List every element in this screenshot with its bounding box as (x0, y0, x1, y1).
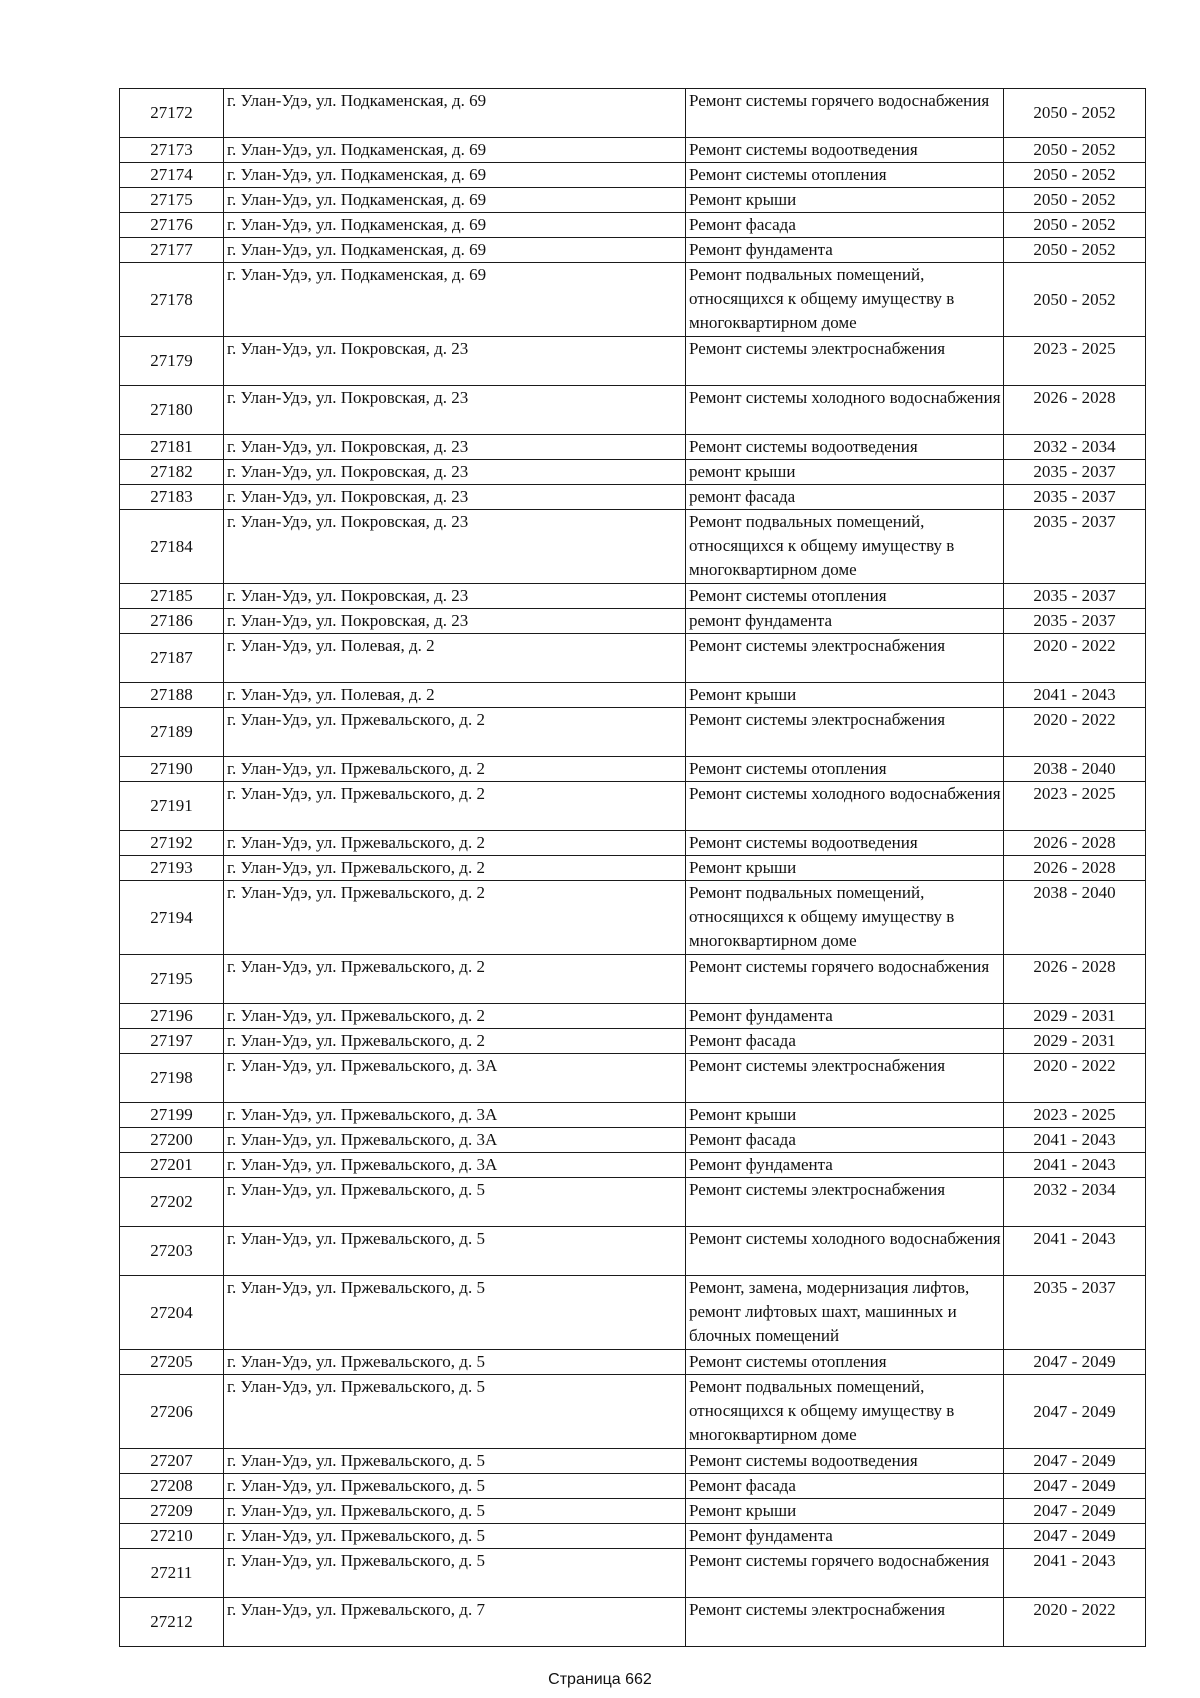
row-period: 2035 - 2037 (1004, 584, 1146, 609)
row-period: 2035 - 2037 (1004, 485, 1146, 510)
row-address: г. Улан-Удэ, ул. Пржевальского, д. 2 (224, 881, 686, 955)
table-row (120, 609, 1146, 634)
row-period: 2032 - 2034 (1004, 1178, 1146, 1227)
table-row (120, 1474, 1146, 1499)
row-number: 27185 (120, 584, 224, 609)
table-row (120, 955, 1146, 1004)
table-row (120, 435, 1146, 460)
row-number: 27181 (120, 435, 224, 460)
table-row (120, 89, 1146, 138)
row-period: 2020 - 2022 (1004, 1598, 1146, 1647)
row-work-type: Ремонт подвальных помещений, относящихся к общему имуществу в многоквартирном доме (686, 881, 1004, 955)
row-address: г. Улан-Удэ, ул. Пржевальского, д. 5 (224, 1499, 686, 1524)
row-work-type: Ремонт системы электроснабжения (686, 634, 1004, 683)
row-address: г. Улан-Удэ, ул. Пржевальского, д. 5 (224, 1276, 686, 1350)
row-number: 27193 (120, 856, 224, 881)
row-period: 2038 - 2040 (1004, 881, 1146, 955)
table-row (120, 683, 1146, 708)
row-work-type: Ремонт системы электроснабжения (686, 337, 1004, 386)
row-address: г. Улан-Удэ, ул. Подкаменская, д. 69 (224, 213, 686, 238)
row-number: 27207 (120, 1449, 224, 1474)
row-address: г. Улан-Удэ, ул. Подкаменская, д. 69 (224, 263, 686, 337)
row-work-type: Ремонт подвальных помещений, относящихся к общему имуществу в многоквартирном доме (686, 263, 1004, 337)
table-row (120, 1227, 1146, 1276)
row-period: 2050 - 2052 (1004, 238, 1146, 263)
row-period: 2035 - 2037 (1004, 609, 1146, 634)
row-work-type: Ремонт системы холодного водоснабжения (686, 386, 1004, 435)
row-work-type: Ремонт системы электроснабжения (686, 708, 1004, 757)
row-number: 27203 (120, 1227, 224, 1276)
table-row (120, 1054, 1146, 1103)
table-row (120, 1499, 1146, 1524)
row-work-type: Ремонт фундамента (686, 1153, 1004, 1178)
repair-schedule-table (119, 88, 1146, 1647)
row-work-type: Ремонт системы водоотведения (686, 1449, 1004, 1474)
row-work-type: Ремонт системы холодного водоснабжения (686, 1227, 1004, 1276)
row-address: г. Улан-Удэ, ул. Пржевальского, д. 2 (224, 856, 686, 881)
row-number: 27173 (120, 138, 224, 163)
row-address: г. Улан-Удэ, ул. Пржевальского, д. 2 (224, 1004, 686, 1029)
row-work-type: Ремонт системы электроснабжения (686, 1598, 1004, 1647)
row-address: г. Улан-Удэ, ул. Покровская, д. 23 (224, 584, 686, 609)
table-row (120, 1103, 1146, 1128)
row-number: 27192 (120, 831, 224, 856)
row-work-type: Ремонт подвальных помещений, относящихся к общему имуществу в многоквартирном доме (686, 510, 1004, 584)
row-address: г. Улан-Удэ, ул. Покровская, д. 23 (224, 435, 686, 460)
row-number: 27187 (120, 634, 224, 683)
table-row (120, 138, 1146, 163)
row-period: 2047 - 2049 (1004, 1350, 1146, 1375)
row-number: 27209 (120, 1499, 224, 1524)
row-period: 2047 - 2049 (1004, 1474, 1146, 1499)
row-address: г. Улан-Удэ, ул. Пржевальского, д. 2 (224, 757, 686, 782)
row-number: 27206 (120, 1375, 224, 1449)
row-address: г. Улан-Удэ, ул. Пржевальского, д. 3А (224, 1128, 686, 1153)
table-row (120, 1153, 1146, 1178)
row-number: 27184 (120, 510, 224, 584)
row-period: 2026 - 2028 (1004, 955, 1146, 1004)
table-row (120, 163, 1146, 188)
row-number: 27188 (120, 683, 224, 708)
row-work-type: Ремонт фасада (686, 1474, 1004, 1499)
row-number: 27179 (120, 337, 224, 386)
row-period: 2050 - 2052 (1004, 138, 1146, 163)
row-period: 2038 - 2040 (1004, 757, 1146, 782)
row-number: 27189 (120, 708, 224, 757)
table-row (120, 831, 1146, 856)
row-address: г. Улан-Удэ, ул. Покровская, д. 23 (224, 485, 686, 510)
row-work-type: Ремонт системы горячего водоснабжения (686, 89, 1004, 138)
row-period: 2050 - 2052 (1004, 188, 1146, 213)
row-work-type: Ремонт крыши (686, 856, 1004, 881)
row-address: г. Улан-Удэ, ул. Покровская, д. 23 (224, 510, 686, 584)
row-period: 2047 - 2049 (1004, 1375, 1146, 1449)
row-period: 2050 - 2052 (1004, 263, 1146, 337)
row-number: 27196 (120, 1004, 224, 1029)
row-address: г. Улан-Удэ, ул. Пржевальского, д. 2 (224, 831, 686, 856)
row-period: 2050 - 2052 (1004, 213, 1146, 238)
row-work-type: Ремонт, замена, модернизация лифтов, ремонт лифтовых шахт, машинных и блочных помещений (686, 1276, 1004, 1350)
row-period: 2023 - 2025 (1004, 1103, 1146, 1128)
row-period: 2032 - 2034 (1004, 435, 1146, 460)
row-work-type: Ремонт крыши (686, 188, 1004, 213)
table-row (120, 708, 1146, 757)
row-period: 2035 - 2037 (1004, 460, 1146, 485)
row-period: 2041 - 2043 (1004, 1153, 1146, 1178)
row-address: г. Улан-Удэ, ул. Пржевальского, д. 5 (224, 1524, 686, 1549)
table-row (120, 485, 1146, 510)
row-number: 27190 (120, 757, 224, 782)
row-number: 27208 (120, 1474, 224, 1499)
table-row (120, 634, 1146, 683)
row-address: г. Улан-Удэ, ул. Покровская, д. 23 (224, 386, 686, 435)
row-work-type: ремонт фасада (686, 485, 1004, 510)
row-address: г. Улан-Удэ, ул. Подкаменская, д. 69 (224, 238, 686, 263)
row-period: 2041 - 2043 (1004, 1128, 1146, 1153)
table-row (120, 881, 1146, 955)
row-work-type: Ремонт фундамента (686, 238, 1004, 263)
row-number: 27204 (120, 1276, 224, 1350)
row-number: 27201 (120, 1153, 224, 1178)
row-number: 27197 (120, 1029, 224, 1054)
table-row (120, 1449, 1146, 1474)
row-address: г. Улан-Удэ, ул. Пржевальского, д. 3А (224, 1103, 686, 1128)
row-address: г. Улан-Удэ, ул. Пржевальского, д. 5 (224, 1178, 686, 1227)
row-address: г. Улан-Удэ, ул. Пржевальского, д. 2 (224, 708, 686, 757)
row-period: 2029 - 2031 (1004, 1029, 1146, 1054)
row-number: 27202 (120, 1178, 224, 1227)
row-number: 27205 (120, 1350, 224, 1375)
row-address: г. Улан-Удэ, ул. Пржевальского, д. 5 (224, 1449, 686, 1474)
row-period: 2041 - 2043 (1004, 683, 1146, 708)
row-work-type: Ремонт системы отопления (686, 757, 1004, 782)
row-period: 2026 - 2028 (1004, 386, 1146, 435)
row-address: г. Улан-Удэ, ул. Пржевальского, д. 3А (224, 1054, 686, 1103)
table-row (120, 782, 1146, 831)
row-number: 27178 (120, 263, 224, 337)
row-number: 27212 (120, 1598, 224, 1647)
table-row (120, 1276, 1146, 1350)
row-period: 2041 - 2043 (1004, 1227, 1146, 1276)
row-number: 27172 (120, 89, 224, 138)
row-work-type: Ремонт системы холодного водоснабжения (686, 782, 1004, 831)
row-address: г. Улан-Удэ, ул. Пржевальского, д. 3А (224, 1153, 686, 1178)
row-work-type: Ремонт системы отопления (686, 163, 1004, 188)
row-period: 2050 - 2052 (1004, 89, 1146, 138)
page-number: Страница 662 (548, 1671, 652, 1688)
table-row (120, 386, 1146, 435)
row-address: г. Улан-Удэ, ул. Пржевальского, д. 2 (224, 782, 686, 831)
table-row (120, 188, 1146, 213)
row-number: 27195 (120, 955, 224, 1004)
row-address: г. Улан-Удэ, ул. Пржевальского, д. 5 (224, 1350, 686, 1375)
table-row (120, 856, 1146, 881)
row-address: г. Улан-Удэ, ул. Пржевальского, д. 5 (224, 1474, 686, 1499)
table-row (120, 263, 1146, 337)
row-number: 27210 (120, 1524, 224, 1549)
row-work-type: ремонт крыши (686, 460, 1004, 485)
row-address: г. Улан-Удэ, ул. Полевая, д. 2 (224, 634, 686, 683)
row-address: г. Улан-Удэ, ул. Подкаменская, д. 69 (224, 163, 686, 188)
row-work-type: Ремонт фасада (686, 213, 1004, 238)
table-row (120, 510, 1146, 584)
row-address: г. Улан-Удэ, ул. Пржевальского, д. 2 (224, 1029, 686, 1054)
row-number: 27183 (120, 485, 224, 510)
table-row (120, 584, 1146, 609)
table-row (120, 1549, 1146, 1598)
row-work-type: ремонт фундамента (686, 609, 1004, 634)
row-work-type: Ремонт фасада (686, 1128, 1004, 1153)
row-period: 2026 - 2028 (1004, 856, 1146, 881)
row-address: г. Улан-Удэ, ул. Подкаменская, д. 69 (224, 138, 686, 163)
row-address: г. Улан-Удэ, ул. Подкаменская, д. 69 (224, 89, 686, 138)
row-address: г. Улан-Удэ, ул. Пржевальского, д. 2 (224, 955, 686, 1004)
table-row (120, 1350, 1146, 1375)
row-period: 2047 - 2049 (1004, 1499, 1146, 1524)
row-work-type: Ремонт системы водоотведения (686, 435, 1004, 460)
table-row (120, 1524, 1146, 1549)
row-number: 27198 (120, 1054, 224, 1103)
row-work-type: Ремонт системы водоотведения (686, 831, 1004, 856)
row-work-type: Ремонт фасада (686, 1029, 1004, 1054)
row-work-type: Ремонт крыши (686, 1499, 1004, 1524)
row-work-type: Ремонт крыши (686, 1103, 1004, 1128)
row-address: г. Улан-Удэ, ул. Полевая, д. 2 (224, 683, 686, 708)
row-period: 2023 - 2025 (1004, 782, 1146, 831)
row-work-type: Ремонт крыши (686, 683, 1004, 708)
row-address: г. Улан-Удэ, ул. Подкаменская, д. 69 (224, 188, 686, 213)
row-period: 2047 - 2049 (1004, 1524, 1146, 1549)
row-work-type: Ремонт системы горячего водоснабжения (686, 955, 1004, 1004)
row-number: 27180 (120, 386, 224, 435)
table-row (120, 1029, 1146, 1054)
row-work-type: Ремонт системы отопления (686, 1350, 1004, 1375)
table-row (120, 238, 1146, 263)
row-period: 2020 - 2022 (1004, 634, 1146, 683)
row-work-type: Ремонт подвальных помещений, относящихся к общему имуществу в многоквартирном доме (686, 1375, 1004, 1449)
table-row (120, 460, 1146, 485)
row-period: 2035 - 2037 (1004, 1276, 1146, 1350)
row-number: 27186 (120, 609, 224, 634)
row-period: 2035 - 2037 (1004, 510, 1146, 584)
row-number: 27175 (120, 188, 224, 213)
table-row (120, 1128, 1146, 1153)
row-number: 27200 (120, 1128, 224, 1153)
row-address: г. Улан-Удэ, ул. Покровская, д. 23 (224, 460, 686, 485)
table-body (120, 89, 1146, 1647)
row-number: 27174 (120, 163, 224, 188)
row-address: г. Улан-Удэ, ул. Пржевальского, д. 5 (224, 1549, 686, 1598)
table-row (120, 337, 1146, 386)
table-row (120, 213, 1146, 238)
row-period: 2020 - 2022 (1004, 1054, 1146, 1103)
row-number: 27176 (120, 213, 224, 238)
row-work-type: Ремонт фундамента (686, 1004, 1004, 1029)
row-number: 27177 (120, 238, 224, 263)
row-period: 2050 - 2052 (1004, 163, 1146, 188)
row-work-type: Ремонт системы отопления (686, 584, 1004, 609)
row-period: 2047 - 2049 (1004, 1449, 1146, 1474)
row-work-type: Ремонт системы электроснабжения (686, 1054, 1004, 1103)
row-period: 2026 - 2028 (1004, 831, 1146, 856)
row-period: 2029 - 2031 (1004, 1004, 1146, 1029)
table-row (120, 757, 1146, 782)
row-address: г. Улан-Удэ, ул. Покровская, д. 23 (224, 337, 686, 386)
row-address: г. Улан-Удэ, ул. Пржевальского, д. 5 (224, 1375, 686, 1449)
row-period: 2041 - 2043 (1004, 1549, 1146, 1598)
row-number: 27191 (120, 782, 224, 831)
row-work-type: Ремонт системы электроснабжения (686, 1178, 1004, 1227)
row-work-type: Ремонт системы горячего водоснабжения (686, 1549, 1004, 1598)
row-number: 27211 (120, 1549, 224, 1598)
row-address: г. Улан-Удэ, ул. Пржевальского, д. 7 (224, 1598, 686, 1647)
row-number: 27199 (120, 1103, 224, 1128)
table-row (120, 1375, 1146, 1449)
row-period: 2020 - 2022 (1004, 708, 1146, 757)
row-number: 27182 (120, 460, 224, 485)
row-work-type: Ремонт фундамента (686, 1524, 1004, 1549)
row-number: 27194 (120, 881, 224, 955)
table-row (120, 1004, 1146, 1029)
row-period: 2023 - 2025 (1004, 337, 1146, 386)
table-row (120, 1598, 1146, 1647)
row-address: г. Улан-Удэ, ул. Покровская, д. 23 (224, 609, 686, 634)
table-row (120, 1178, 1146, 1227)
row-address: г. Улан-Удэ, ул. Пржевальского, д. 5 (224, 1227, 686, 1276)
row-work-type: Ремонт системы водоотведения (686, 138, 1004, 163)
